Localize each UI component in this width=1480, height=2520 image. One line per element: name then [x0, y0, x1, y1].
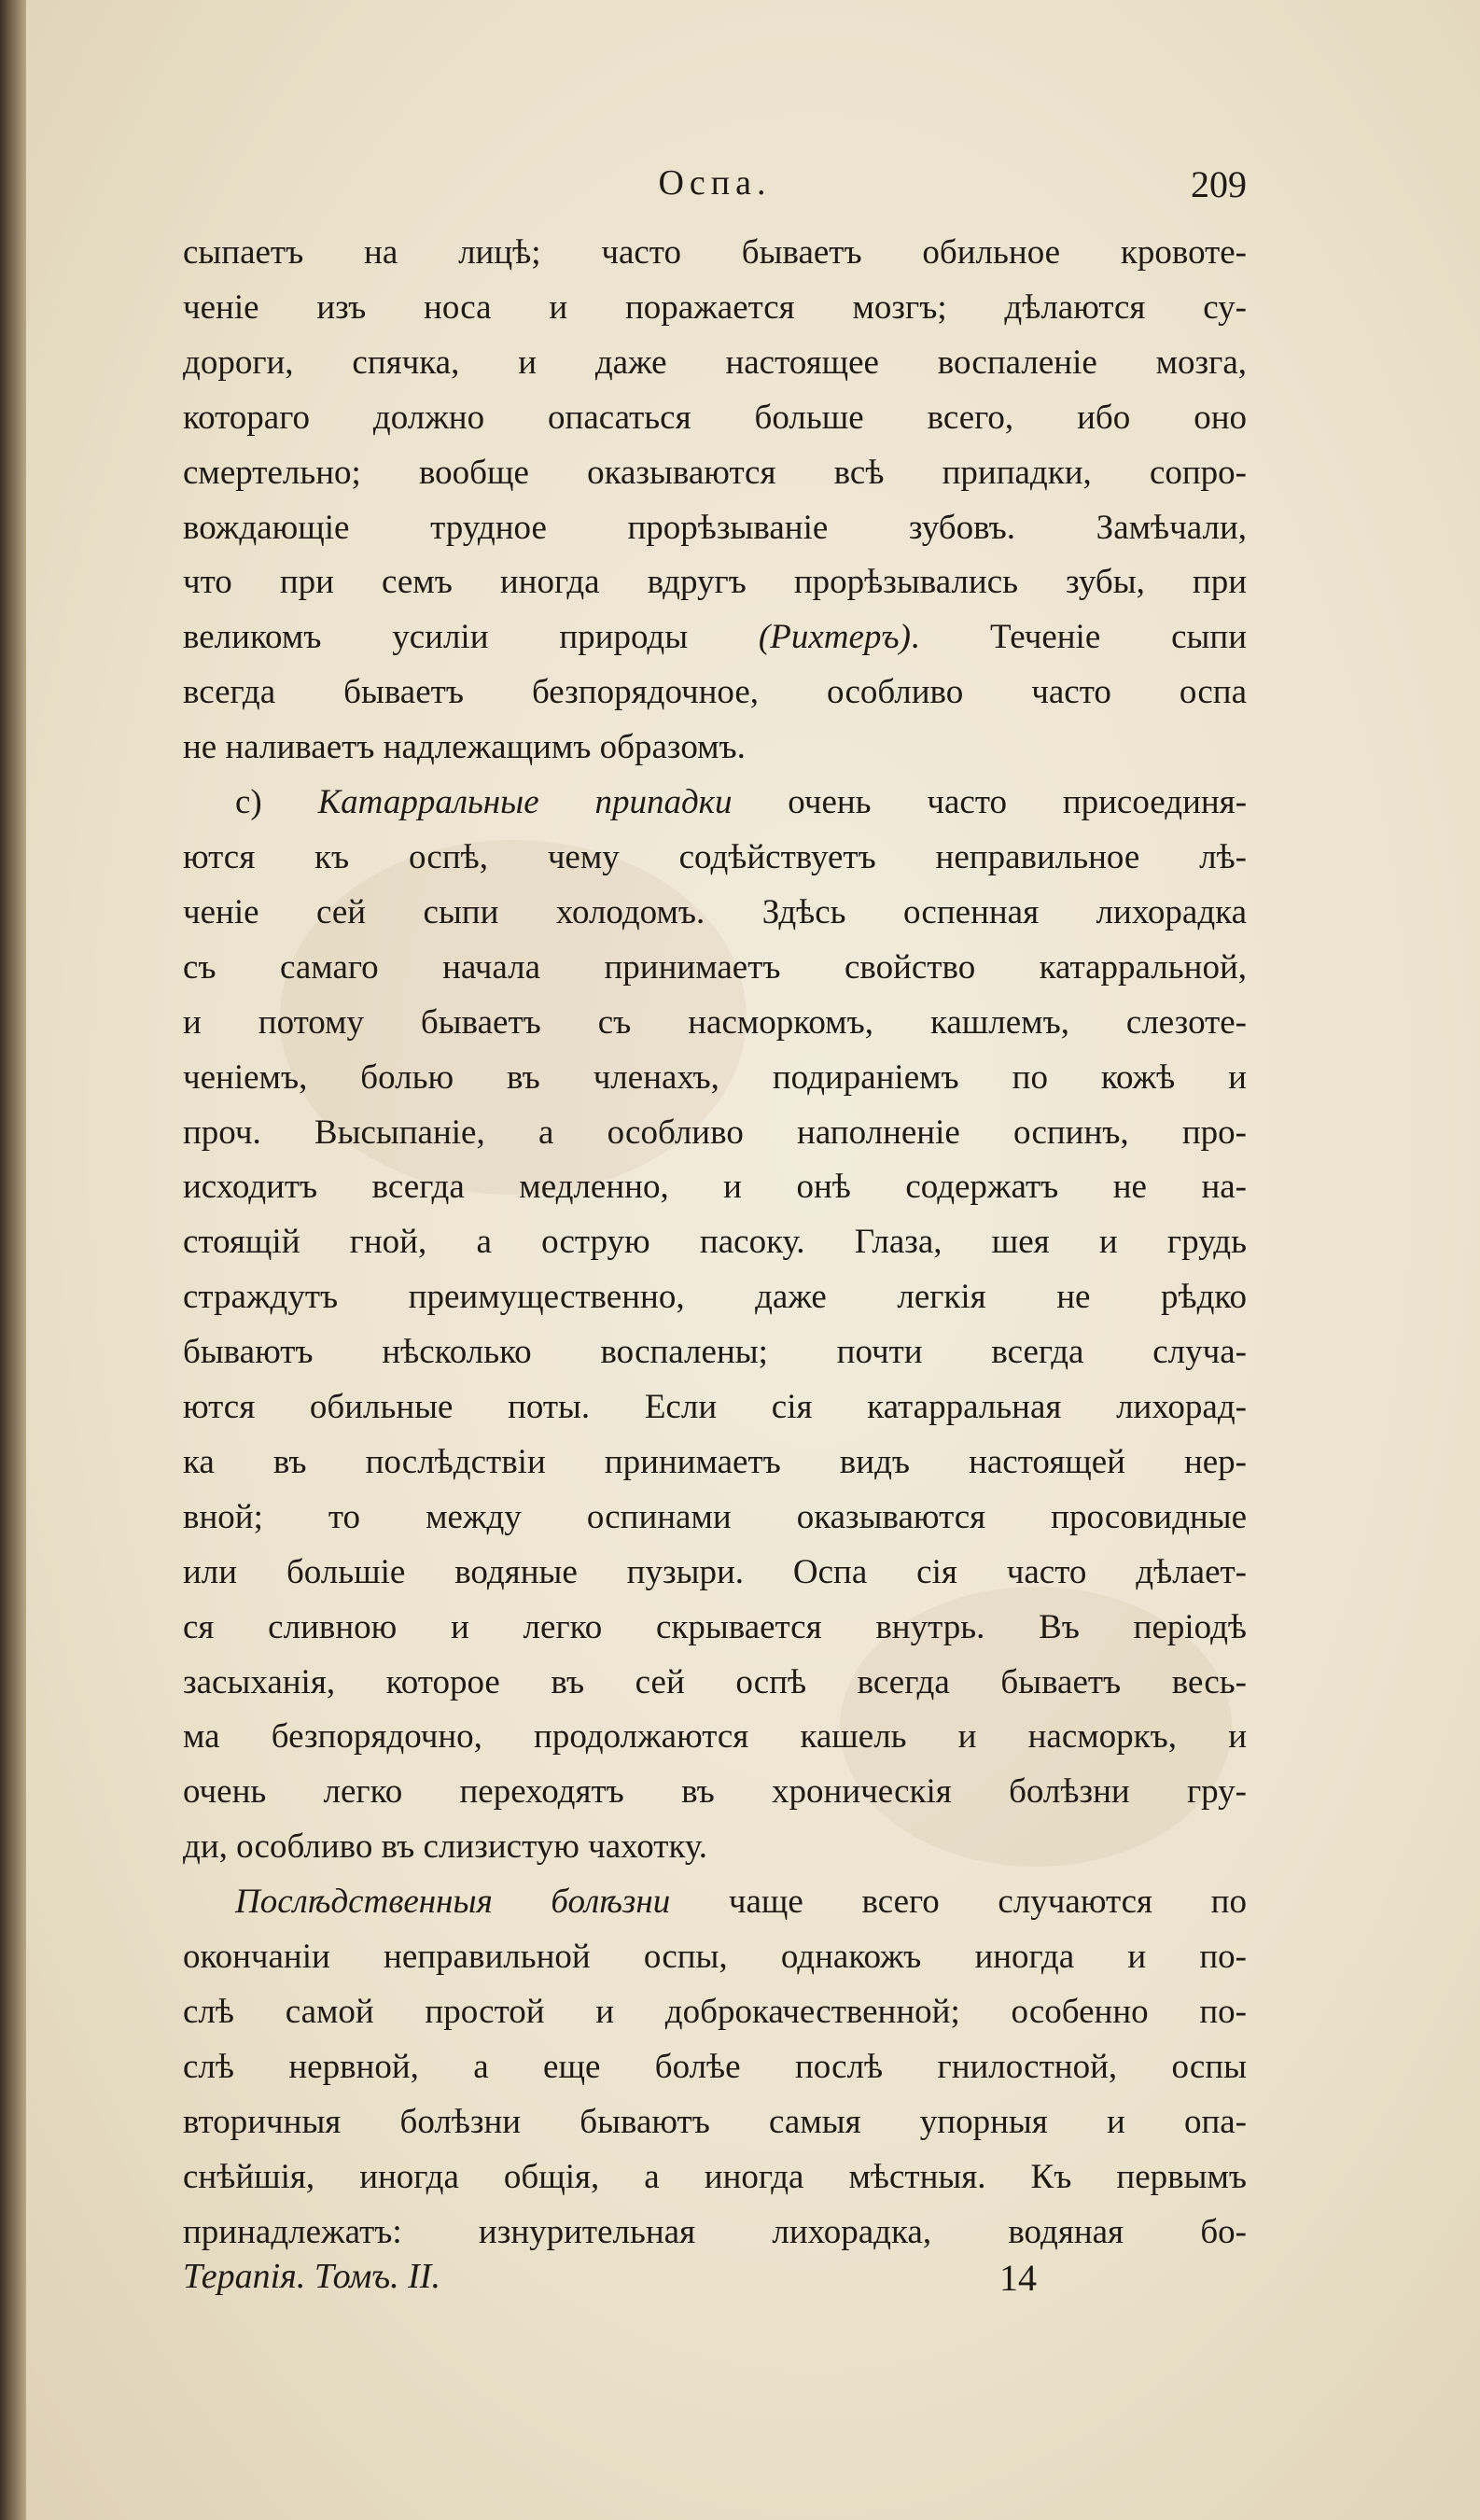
- text-run: засыханія, которое въ сей оспѣ всегда бываетъ весь-: [183, 1662, 1247, 1701]
- text-run: . Теченіе сыпи: [910, 618, 1247, 657]
- text-run: всегда бываетъ безпорядочное, особливо часто оспа: [183, 673, 1247, 712]
- text-run: ются къ оспѣ, чему содѣйствуетъ неправильное лѣ-: [183, 837, 1247, 876]
- text-run: не наливаетъ надлежащимъ образомъ.: [183, 728, 746, 767]
- text-run: окончаніи неправильной оспы, однакожъ иногда и по-: [183, 1938, 1247, 1977]
- text-run: сыпаетъ на лицѣ; часто бываетъ обильное кровоте-: [183, 233, 1247, 272]
- text-line: [183, 1546, 1247, 1601]
- text-run: ченіе изъ носа и поражается мозгъ; дѣлаются су-: [183, 287, 1247, 327]
- running-title: Оспа.: [658, 163, 772, 203]
- text-run: проч. Высыпаніе, а особливо наполненіе оспинъ, про-: [183, 1113, 1247, 1152]
- text-line: [183, 1875, 1247, 1930]
- text-run: вной; то между оспинами оказываются просовидные: [183, 1497, 1247, 1536]
- signature-mark: Терапія. Томъ. II.: [183, 2257, 440, 2296]
- text-run: что при семъ иногда вдругъ прорѣзывались зубы, при: [183, 563, 1247, 602]
- text-line: [183, 1160, 1247, 1215]
- text-line: [183, 2040, 1247, 2095]
- text-line: [183, 2150, 1247, 2205]
- text-line: [183, 776, 1247, 831]
- text-run: великомъ усиліи природы: [183, 618, 759, 657]
- text-line: [183, 2205, 1247, 2261]
- text-line: [183, 336, 1247, 391]
- italic-text: Катарральные припадки: [317, 783, 733, 822]
- text-line: [183, 391, 1247, 446]
- text-line: [183, 1930, 1247, 1985]
- text-line: [183, 1656, 1247, 1711]
- book-spine-edge: [0, 0, 26, 2520]
- text-run: c): [235, 783, 318, 822]
- text-line: [183, 555, 1247, 610]
- italic-text: (Рихтеръ): [758, 618, 911, 657]
- text-line: [183, 1491, 1247, 1546]
- text-line: [183, 665, 1247, 721]
- text-run: очень часто присоединя-: [732, 783, 1248, 822]
- text-line: [183, 2095, 1247, 2150]
- text-line: [183, 1710, 1247, 1765]
- text-line: [183, 1215, 1247, 1270]
- text-run: исходитъ всегда медленно, и онѣ содержатъ не на-: [183, 1168, 1247, 1207]
- text-run: или большіе водяные пузыри. Оспа сія часто дѣлает-: [183, 1552, 1247, 1591]
- text-line: [183, 1106, 1247, 1161]
- text-run: бываютъ нѣсколько воспалены; почти всегда случа-: [183, 1333, 1247, 1372]
- text-run: ченіе сей сыпи холодомъ. Здѣсь оспенная лихорадка: [183, 892, 1247, 931]
- body-text: [183, 226, 1247, 2261]
- text-line: [183, 941, 1247, 996]
- text-line: [183, 1435, 1247, 1491]
- text-line: [183, 281, 1247, 336]
- page-footer: [183, 2256, 1247, 2312]
- text-run: принадлежатъ: изнурительная лихорадка, водяная бо-: [183, 2212, 1247, 2251]
- text-line: [183, 886, 1247, 941]
- text-line: [183, 1051, 1247, 1106]
- page-header: [183, 159, 1247, 215]
- text-run: стоящій гной, а острую пасоку. Глаза, шея и грудь: [183, 1223, 1247, 1262]
- text-line: [183, 1820, 1247, 1875]
- text-run: слѣ нервной, а еще болѣе послѣ гнилостной, оспы: [183, 2047, 1247, 2086]
- text-line: [183, 226, 1247, 281]
- text-line: [183, 1601, 1247, 1656]
- text-run: слѣ самой простой и доброкачественной; особенно по-: [183, 1993, 1247, 2031]
- text-line: [183, 721, 1247, 776]
- text-run: ченіемъ, болью въ членахъ, подираніемъ по кожѣ и: [183, 1057, 1247, 1097]
- text-run: вторичныя болѣзни бываютъ самыя упорныя и опа-: [183, 2102, 1247, 2141]
- italic-text: Послѣдственныя болѣзни: [235, 1883, 671, 1922]
- text-line: [183, 446, 1247, 501]
- text-run: чаще всего случаются по: [670, 1883, 1247, 1922]
- text-run: и потому бываетъ съ насморкомъ, кашлемъ, слезоте-: [183, 1002, 1247, 1042]
- text-run: котораго должно опасаться больше всего, ибо оно: [183, 398, 1247, 437]
- text-line: [183, 831, 1247, 886]
- text-line: [183, 996, 1247, 1051]
- page-number: 209: [1191, 163, 1247, 205]
- text-run: вождающіе трудное прорѣзываніе зубовъ. Замѣчали,: [183, 508, 1247, 547]
- text-run: ди, особливо въ слизистую чахотку.: [183, 1827, 707, 1867]
- text-run: смертельно; вообще оказываются всѣ припадки, сопро-: [183, 453, 1247, 492]
- text-run: ются обильные поты. Если сія катарральная лихорад-: [183, 1388, 1247, 1427]
- text-line: [183, 1325, 1247, 1380]
- text-run: дороги, спячка, и даже настоящее воспаленіе мозга,: [183, 343, 1247, 382]
- text-run: ма безпорядочно, продолжаются кашель и насморкъ, и: [183, 1717, 1247, 1757]
- text-line: [183, 501, 1247, 556]
- text-line: [183, 610, 1247, 665]
- text-run: очень легко переходятъ въ хроническія болѣзни гру-: [183, 1772, 1247, 1812]
- text-run: ка въ послѣдствіи принимаетъ видъ настоящей нер-: [183, 1442, 1247, 1481]
- sheet-number: 14: [999, 2257, 1037, 2299]
- text-line: [183, 1765, 1247, 1820]
- text-run: ся сливною и легко скрывается внутрь. Въ періодѣ: [183, 1607, 1247, 1646]
- text-line: [183, 1270, 1247, 1325]
- text-run: страждутъ преимущественно, даже легкія не рѣдко: [183, 1278, 1247, 1317]
- text-line: [183, 1380, 1247, 1435]
- text-line: [183, 1985, 1247, 2040]
- text-run: съ самаго начала принимаетъ свойство катарральной,: [183, 947, 1247, 987]
- text-run: снѣйшія, иногда общія, а иногда мѣстныя. Къ первымъ: [183, 2157, 1247, 2196]
